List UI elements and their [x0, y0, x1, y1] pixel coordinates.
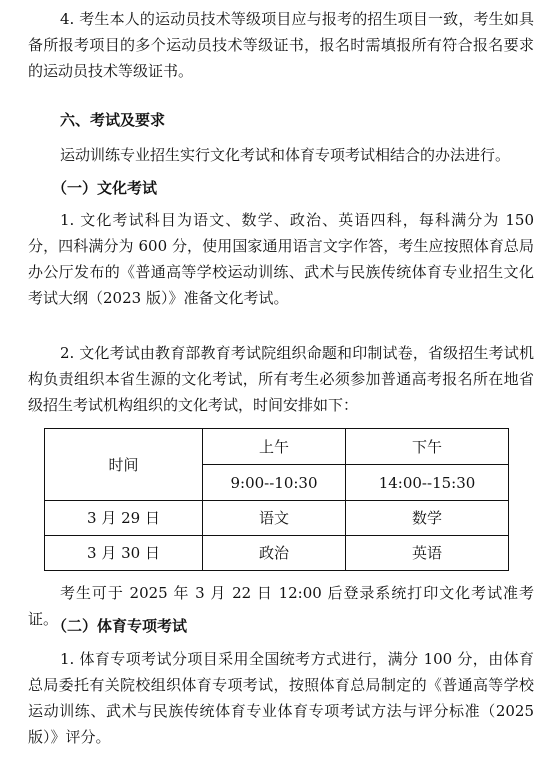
table-cell-afternoon-subject: 数学 [346, 501, 509, 536]
paragraph-exam-intro: 运动训练专业招生实行文化考试和体育专项考试相结合的办法进行。 [60, 146, 511, 164]
paragraph-admission-ticket: 考生可于 2025 年 3 月 22 日 12:00 后登录系统打印文化考试准考证。 [28, 584, 534, 628]
table-row [45, 501, 509, 536]
subsection-heading-sport-exam: （二）体育专项考试 [52, 617, 188, 635]
table-cell-afternoon-subject: 英语 [346, 536, 509, 571]
paragraph-sport-exam-1: 1. 体育专项考试分项目采用全国统考方式进行，满分 100 分，由体育总局委托有关院校组织体育专项考试，按照体育总局制定的《普通高等学校运动训练、武术与民族传统体育专业体育专项考试方法与评分标准（2025 版）》评分。 [28, 650, 534, 746]
section-heading-exam-requirements: 六、考试及要求 [60, 111, 166, 129]
table-header-morning: 上午 [203, 429, 346, 465]
subsection-heading-culture-exam: （一）文化考试 [52, 179, 158, 197]
table-morning-time: 9:00--10:30 [203, 465, 346, 501]
table-cell-morning-subject: 语文 [203, 501, 346, 536]
paragraph-culture-exam-1: 1. 文化考试科目为语文、数学、政治、英语四科，每科满分为 150 分，四科满分为 600 分，使用国家通用语言文字作答，考生应按照体育总局办公厅发布的《普通高等学校运动训练、武术与民族传统体育专业招生文化考试大纲（2023 版）》准备文化考试。 [28, 211, 534, 307]
exam-schedule-table [44, 428, 509, 571]
paragraph-item-4: 4. 考生本人的运动员技术等级项目应与报考的招生项目一致，考生如具备所报考项目的多个运动员技术等级证书，报名时需填报所有符合报名要求的运动员技术等级证书。 [28, 10, 534, 80]
paragraph-culture-exam-2: 2. 文化考试由教育部教育考试院组织命题和印制试卷，省级招生考试机构负责组织本省生源的文化考试，所有考生必须参加普通高考报名所在地省级招生考试机构组织的文化考试，时间安排如下： [28, 344, 534, 414]
table-header-row [45, 429, 509, 465]
table-header-time: 时间 [45, 429, 203, 501]
table-cell-morning-subject: 政治 [203, 536, 346, 571]
table-afternoon-time: 14:00--15:30 [346, 465, 509, 501]
table-row [45, 536, 509, 571]
table-header-afternoon: 下午 [346, 429, 509, 465]
table-cell-date: 3 月 29 日 [45, 501, 203, 536]
table-cell-date: 3 月 30 日 [45, 536, 203, 571]
